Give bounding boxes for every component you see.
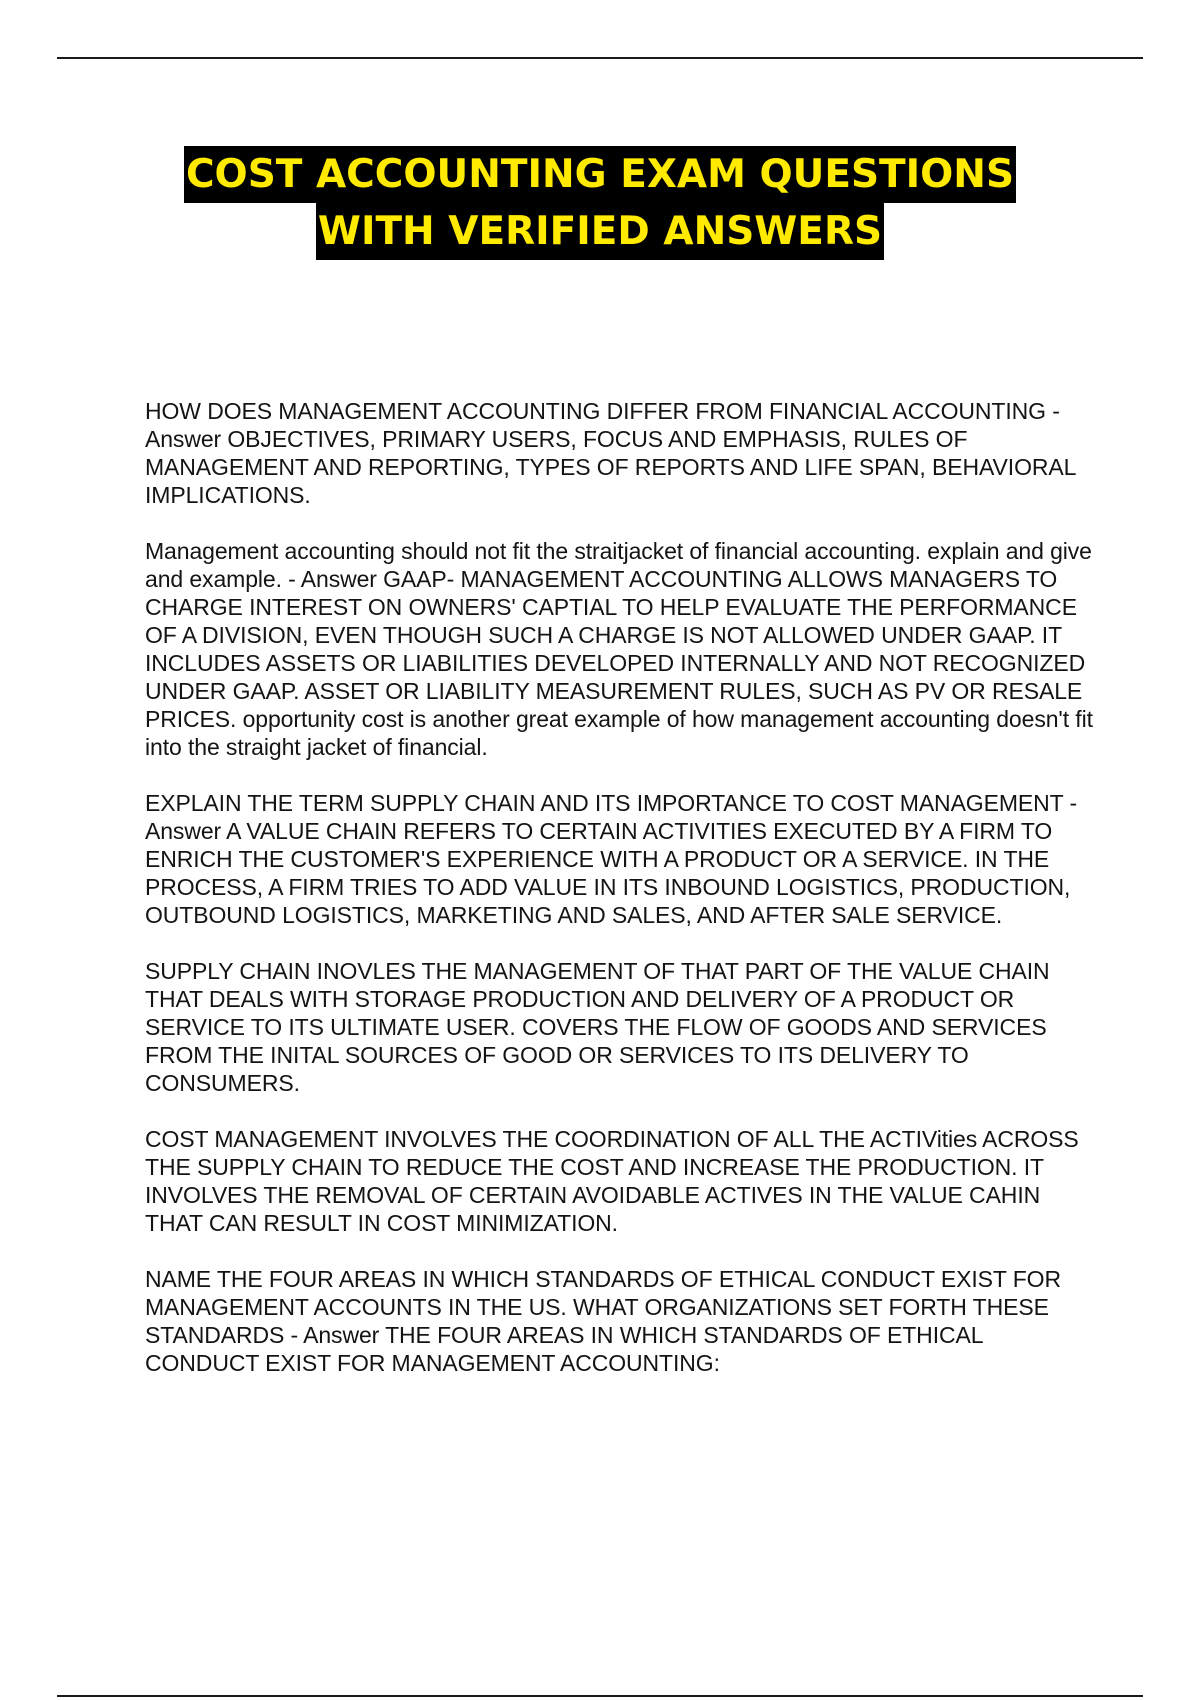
paragraph-ethical-conduct: NAME THE FOUR AREAS IN WHICH STANDARDS OF ETHICAL CONDUCT EXIST FOR MANAGEMENT ACCOUNTS IN THE US. WHAT ORGANIZATIONS SET FORTH THESE STANDARDS - Answer THE FOUR AREAS IN WHICH STANDARDS OF ETHICAL CONDUCT EXIST FOR MANAGEMENT ACCOUNTING:: [145, 1266, 1061, 1376]
paragraph-supply-chain-management: SUPPLY CHAIN INOVLES THE MANAGEMENT OF THAT PART OF THE VALUE CHAIN THAT DEALS WITH STORAGE PRODUCTION AND DELIVERY OF A PRODUCT OR SERVICE TO ITS ULTIMATE USER. COVERS THE FLOW OF GOODS AND SERVICES FROM THE INITAL SOURCES OF GOOD OR SERVICES TO ITS DELIVERY TO CONSUMERS.: [145, 958, 1050, 1096]
title-line-2: WITH VERIFIED ANSWERS: [316, 203, 884, 260]
paragraph-cost-management: COST MANAGEMENT INVOLVES THE COORDINATION OF ALL THE ACTIVities ACROSS THE SUPPLY CHAIN TO REDUCE THE COST AND INCREASE THE PRODUCTION. IT INVOLVES THE REMOVAL OF CERTAIN AVOIDABLE ACTIVES IN THE VALUE CAHIN THAT CAN RESULT IN COST MINIMIZATION.: [145, 1126, 1079, 1236]
title-line-1: COST ACCOUNTING EXAM QUESTIONS: [184, 146, 1016, 203]
paragraph-supply-chain-term: EXPLAIN THE TERM SUPPLY CHAIN AND ITS IMPORTANCE TO COST MANAGEMENT - Answer A VALUE CHAIN REFERS TO CERTAIN ACTIVITIES EXECUTED BY A FIRM TO ENRICH THE CUSTOMER'S EXPERIENCE WITH A PRODUCT OR A SERVICE. IN THE PROCESS, A FIRM TRIES TO ADD VALUE IN ITS INBOUND LOGISTICS, PRODUCTION, OUTBOUND LOGISTICS, MARKETING AND SALES, AND AFTER SALE SERVICE.: [145, 790, 1078, 928]
bottom-rule: [57, 1695, 1143, 1697]
document-title: [0, 146, 1200, 260]
paragraph-management-vs-financial: HOW DOES MANAGEMENT ACCOUNTING DIFFER FROM FINANCIAL ACCOUNTING - Answer OBJECTIVES, PRIMARY USERS, FOCUS AND EMPHASIS, RULES OF MANAGEMENT AND REPORTING, TYPES OF REPORTS AND LIFE SPAN, BEHAVIORAL IMPLICATIONS.: [145, 398, 1076, 508]
top-rule: [57, 57, 1143, 59]
document-body: [145, 397, 1095, 1405]
paragraph-straitjacket: Management accounting should not fit the straitjacket of financial accounting. explain and give and example. - Answer GAAP- MANAGEMENT ACCOUNTING ALLOWS MANAGERS TO CHARGE INTEREST ON OWNERS' CAPTIAL TO HELP EVALUATE THE PERFORMANCE OF A DIVISION, EVEN THOUGH SUCH A CHARGE IS NOT ALLOWED UNDER GAAP. IT INCLUDES ASSETS OR LIABILITIES DEVELOPED INTERNALLY AND NOT RECOGNIZED UNDER GAAP. ASSET OR LIABILITY MEASUREMENT RULES, SUCH AS PV OR RESALE PRICES. opportunity cost is another great example of how management accounting doesn't fit into the straight jacket of financial.: [145, 538, 1093, 760]
